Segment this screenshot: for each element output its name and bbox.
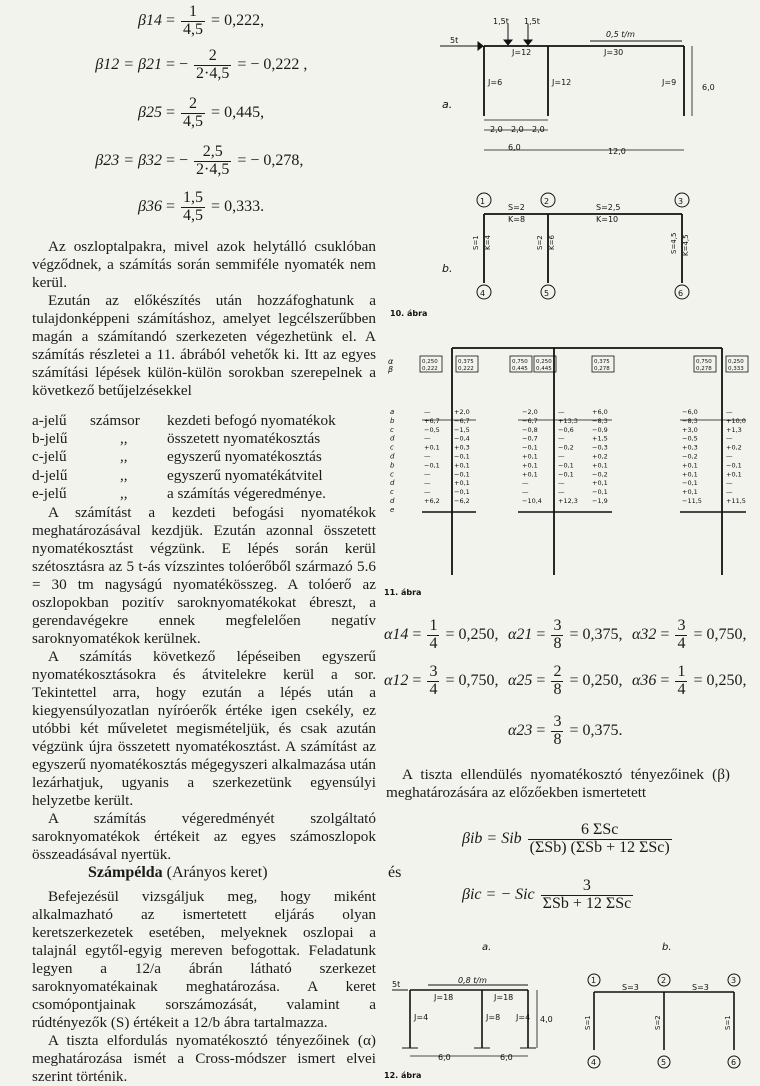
moment-value: +0,1 (592, 461, 608, 470)
moment-value: +0,3 (682, 443, 698, 452)
col-k: K=4 (484, 235, 492, 250)
beam-j: J=18 (494, 993, 514, 1002)
moment-value: — (558, 434, 565, 443)
eq-result: 0,222, (224, 11, 265, 29)
eq-fraction (675, 618, 687, 653)
moment-value: −10,4 (522, 497, 542, 505)
eq-lhs: α21 (508, 625, 533, 643)
col-s: S=2 (536, 235, 544, 250)
definition-row (32, 448, 376, 466)
moment-value: +0,1 (726, 470, 742, 479)
denominator: 8 (553, 680, 562, 698)
numerator: 2 (194, 48, 231, 66)
height-label: 6,0 (702, 83, 715, 92)
moment-value: — (522, 479, 529, 488)
numerator: 1 (181, 4, 205, 22)
eq-result: 0,250, (582, 671, 623, 689)
moment-value: +13,3 (558, 416, 578, 425)
eq-lhs: β25 (138, 103, 162, 121)
node-number: 4 (591, 1058, 597, 1067)
moment-value: — (726, 488, 733, 497)
paragraph: A számítás következő lépéseiben egyszerű nyomatékosztásokra és átvitelekre kerül a sor. Tekintettel arra, hogy ezután a lépés után a kiegyensúlyozatlan nyíróerők értéke igen csekély, ez utóbbi két műveletet megismételjük, és csak azután végzünk újra összetett nyomatékosztást. A számítást az egyszerű nyomatékosztás mégegyszeri alkalmazása után lezárhatjuk, ugyanis a szerkezetünk egyensúlyi helyzetbe került. (32, 648, 376, 809)
section-heading (88, 864, 268, 882)
equation: α25 = $\frac{2}{8}$ = 0,250, (508, 663, 623, 698)
moment-value: −8,3 (682, 416, 698, 425)
denominator: 4 (677, 680, 686, 698)
col-s: S=4,5 (670, 232, 678, 254)
moment-value: −0,2 (592, 470, 608, 479)
def-text: egyszerű nyomatékátvitel (167, 466, 323, 484)
denominator: 4,5 (183, 206, 204, 224)
numerator: 3 (553, 713, 562, 730)
calc-paragraphs (32, 504, 376, 864)
col-j: J=6 (488, 78, 503, 87)
figure-caption: 11. ábra (384, 588, 422, 597)
figure-12 (382, 938, 760, 1084)
moment-value: −0,5 (682, 434, 698, 443)
col-j: J=4 (516, 1013, 531, 1022)
row-letter: c (390, 443, 394, 452)
denominator: 4 (429, 634, 438, 652)
eq-fraction (181, 190, 205, 225)
moment-value: −0,1 (454, 488, 470, 497)
height-label: 4,0 (540, 1015, 553, 1024)
moment-value: — (424, 408, 431, 416)
def-text: egyszerű nyomatékosztás (167, 448, 322, 466)
equation: α12 = $\frac{3}{4}$ = 0,750, (384, 663, 499, 698)
moment-value: — (558, 452, 565, 461)
factor-beta: 0,445 (536, 366, 552, 372)
numerator: 2 (181, 96, 205, 114)
definition-list (32, 412, 376, 503)
denominator: 8 (553, 730, 562, 748)
moment-value: +0,1 (522, 470, 538, 479)
beam-s: S=2 (508, 203, 525, 212)
paragraph: Az oszloptalpakra, mivel azok helytálló csuklóban végződnek, a számítás során semmiféle nyomaték nem kerül. (32, 238, 376, 291)
node-number: 6 (678, 289, 684, 298)
moment-value: −0,4 (454, 434, 470, 443)
span-label: 6,0 (500, 1053, 513, 1062)
def-quote: ,, (120, 484, 128, 502)
moment-value: +1,3 (726, 425, 742, 434)
moment-value: −0,1 (592, 488, 608, 497)
numerator: 1,5 (183, 189, 204, 206)
denominator: 4 (677, 634, 686, 652)
beam-k: K=10 (596, 215, 619, 224)
col-s: S=2 (654, 1015, 662, 1030)
col-j: J=8 (486, 1013, 501, 1022)
moment-value: −0,2 (558, 443, 574, 452)
node-number: 3 (678, 197, 684, 206)
factor-beta: 0,222 (458, 366, 474, 372)
eq-fraction (194, 144, 231, 179)
moment-value: −0,1 (726, 461, 742, 470)
moment-value: +0,1 (454, 479, 470, 488)
moment-value: +6,0 (592, 408, 608, 416)
eq-fraction (675, 664, 687, 699)
node-number: 1 (480, 197, 486, 206)
numerator: 6 ΣSc (528, 822, 672, 840)
node-number: 2 (544, 197, 550, 206)
moment-value: −0,3 (592, 443, 608, 452)
denominator: 4 (429, 680, 438, 698)
moment-value: +0,1 (682, 461, 698, 470)
formula-fraction (541, 878, 634, 913)
eq-result: 0,445, (224, 103, 265, 121)
numerator: 1 (429, 617, 438, 634)
eq-lhs: α36 (632, 671, 657, 689)
eq-result: 0,375, (582, 625, 623, 643)
beam-s: S=3 (622, 983, 639, 992)
moment-value: −11,5 (682, 497, 702, 505)
span-label: 6,0 (508, 143, 521, 152)
dim-small: 2,0 (511, 125, 524, 134)
moment-value: +1,5 (592, 434, 608, 443)
heading-main: Számpélda (88, 864, 163, 881)
moment-value: — (558, 479, 565, 488)
moment-value: +11,5 (726, 497, 746, 505)
moment-value: −0,1 (454, 470, 470, 479)
moment-value: −2,0 (522, 408, 538, 416)
moment-value: — (726, 479, 733, 488)
equation: α32 = $\frac{3}{4}$ = 0,750, (632, 617, 747, 652)
def-quote: ,, (120, 430, 128, 448)
moment-value: −8,3 (592, 416, 608, 425)
def-text: összetett nyomatékosztás (167, 430, 321, 448)
formula-beta-ib (462, 822, 674, 857)
equation: α21 = $\frac{3}{8}$ = 0,375, (508, 617, 623, 652)
col-k: K=6 (548, 235, 556, 250)
moment-value: +0,1 (522, 461, 538, 470)
moment-value: −0,6 (558, 425, 574, 434)
moment-value: +0,1 (522, 452, 538, 461)
paragraph: A tiszta ellendülés nyomatékosztó tényezőinek (β) meghatározására az előzőekben ismertetett (386, 766, 730, 801)
numerator: 2 (553, 663, 562, 680)
row-letter: d (390, 479, 395, 488)
figure-caption: 12. ábra (384, 1071, 422, 1080)
example-paragraphs (32, 888, 376, 1086)
eq-result: 0,250, (458, 625, 499, 643)
beam-j: J=30 (604, 48, 624, 57)
moment-value: −6,7 (454, 416, 470, 425)
numerator: 3 (677, 617, 686, 634)
col-j: J=4 (414, 1013, 429, 1022)
factor-alpha: 0,250 (422, 359, 438, 365)
heading-sub: (Arányos keret) (166, 864, 268, 881)
eq-fraction (551, 714, 563, 749)
numerator: 1 (677, 663, 686, 680)
node-number: 4 (480, 289, 486, 298)
formula-lhs: βic = − Sic (462, 885, 535, 903)
moment-value: +0,3 (454, 443, 470, 452)
figure-11 (382, 340, 760, 602)
equation: β23 = β32 = − $\frac{2,5}{2\cdot 4,5}$ = − 0,278, (62, 144, 303, 179)
moment-value: −0,1 (558, 461, 574, 470)
factor-beta: 0,278 (696, 366, 712, 372)
node-number: 6 (731, 1058, 737, 1067)
eq-lhs: α14 (384, 625, 409, 643)
denominator: 2·4,5 (196, 64, 230, 82)
formula-beta-ic (462, 878, 635, 913)
eq-fraction (181, 4, 205, 39)
equation: α36 = $\frac{1}{4}$ = 0,250, (632, 663, 747, 698)
span-label: 6,0 (438, 1053, 451, 1062)
equation: α14 = $\frac{1}{4}$ = 0,250, (384, 617, 499, 652)
fig-label-b: b. (662, 942, 672, 953)
intro-paragraphs (32, 238, 376, 400)
eq-result: 0,375. (582, 721, 623, 739)
fig-label-b: b. (442, 262, 453, 275)
figure-10 (382, 0, 760, 330)
def-key: d-jelű (32, 466, 68, 484)
eq-lhs: α25 (508, 671, 533, 689)
row-letter: β (388, 365, 394, 374)
formula-fraction (528, 822, 672, 857)
denominator: 2·4,5 (196, 160, 230, 178)
numerator: 2,5 (194, 144, 231, 162)
moment-value: −6,2 (454, 497, 470, 505)
moment-value: — (424, 452, 431, 461)
denominator: 4,5 (183, 20, 204, 38)
moment-value: +0,2 (726, 443, 742, 452)
dim-small: 2,0 (490, 125, 503, 134)
definition-row (32, 430, 376, 448)
def-key: b-jelű (32, 430, 68, 448)
equation: β14 = $\frac{1}{4,5}$ = 0,222, (62, 4, 264, 39)
paragraph: Ezután az előkészítés után hozzáfoghatunk a tulajdonképpeni számításhoz, amelyet legcélszerűbben magán a számítandó szerkezeten végezhetünk el. A számítás részletei a 11. ábrából vehetők ki. Itt az egyes számítási lépések külön-külön sorokban szerepelnek a következő betűjelzésekkel (32, 292, 376, 399)
eq-result: 0,333. (224, 197, 265, 215)
eq-fraction (427, 664, 439, 699)
span-label: 12,0 (608, 147, 626, 156)
paragraph: Befejezésül vizsgáljuk meg, hogy miként alkalmazható az ismertetett eljárás olyan keretszerkezetek esetében, melyeknek oszlopai a talajnál egytől-egyig mereven befogottak. Feladatunk legyen a 12/a ábrán látható szerkezet saroknyomatékainak meghatározása. A keret csomópontjainak sorszámozását, valamint a rúdtényezők (S) értékeit a 12/b ábra tartalmazza. (32, 888, 376, 1031)
moment-value: −0,1 (558, 470, 574, 479)
factor-beta: 0,445 (512, 366, 528, 372)
eq-lhs: α32 (632, 625, 657, 643)
moment-value: +6,7 (424, 416, 440, 425)
moment-value: — (424, 479, 431, 488)
col-j: J=12 (552, 78, 572, 87)
moment-value: +0,2 (592, 452, 608, 461)
row-letter: d (390, 497, 395, 505)
moment-value: +6,2 (424, 497, 440, 505)
denominator: (ΣSb) (ΣSb + 12 ΣSc) (529, 838, 670, 856)
moment-value: −0,5 (424, 425, 440, 434)
factor-beta: 0,333 (728, 366, 744, 372)
moment-value: −0,1 (424, 461, 440, 470)
def-key: a-jelű (32, 412, 67, 429)
moment-value: −6,7 (522, 416, 538, 425)
factor-beta: 0,278 (594, 366, 610, 372)
factor-alpha: 0,250 (536, 359, 552, 365)
numerator: 3 (553, 617, 562, 634)
node-number: 1 (591, 976, 597, 985)
def-quote: számsor (90, 412, 140, 429)
moment-value: −0,1 (682, 479, 698, 488)
numerator: 3 (429, 663, 438, 680)
eq-lhs: α12 (384, 671, 409, 689)
beam-s: S=3 (692, 983, 709, 992)
moment-value: +0,1 (424, 443, 440, 452)
eq-result: 0,750, (706, 625, 747, 643)
beam-s: S=2,5 (596, 203, 621, 212)
equation: β12 = β21 = − $\frac{2}{2\cdot 4,5}$ = − 0,222 , (62, 48, 307, 83)
moment-value: −0,1 (454, 452, 470, 461)
moment-value: +12,3 (558, 497, 578, 505)
moment-value: −0,9 (592, 425, 608, 434)
fig-label-a: a. (482, 942, 492, 953)
moment-value: — (522, 488, 529, 497)
factor-alpha: 0,750 (696, 359, 712, 365)
hload-label: 5t (450, 36, 459, 45)
row-letter: a (390, 408, 395, 416)
col-s: S=1 (724, 1015, 732, 1030)
definition-row (32, 485, 376, 503)
formula-lhs: βib = Sib (462, 829, 522, 847)
node-number: 5 (544, 289, 550, 298)
definition-row (32, 412, 376, 430)
row-letter: b (390, 461, 395, 470)
eq-fraction (181, 96, 205, 131)
moment-value: — (558, 488, 565, 497)
eq-lhs: β36 (138, 197, 162, 215)
eq-result: − 0,278, (250, 151, 304, 169)
moment-value: — (726, 452, 733, 461)
row-letter: d (390, 434, 395, 443)
eq-lhs: β23 = β32 (95, 151, 162, 169)
load-label: 1,5t (524, 17, 540, 26)
moment-value: −0,8 (522, 425, 538, 434)
row-letter: b (390, 416, 395, 425)
factor-alpha: 0,750 (512, 359, 528, 365)
moment-value: −1,9 (592, 497, 608, 505)
moment-value: −0,2 (682, 452, 698, 461)
figure-caption: 10. ábra (390, 309, 428, 318)
moment-value: — (726, 408, 733, 416)
beam-j: J=12 (512, 48, 532, 57)
equation: β25 = $\frac{2}{4,5}$ = 0,445, (62, 96, 264, 131)
eq-fraction (194, 48, 231, 83)
def-key: c-jelű (32, 448, 67, 466)
col-s: S=1 (472, 235, 480, 250)
moment-value: — (558, 408, 565, 416)
def-quote: ,, (120, 466, 128, 484)
moment-value: −0,7 (522, 434, 538, 443)
moment-value: — (424, 488, 431, 497)
equation: α23 = $\frac{3}{8}$ = 0,375. (508, 713, 623, 748)
eq-result: 0,250, (706, 671, 747, 689)
node-number: 2 (661, 976, 667, 985)
moment-value: +0,1 (682, 488, 698, 497)
def-text: kezdeti befogó nyomatékok (167, 412, 336, 429)
eq-lhs: β12 = β21 (95, 55, 162, 73)
definition-row (32, 467, 376, 485)
factor-beta: 0,222 (422, 366, 438, 372)
denominator: ΣSb + 12 ΣSc (542, 894, 632, 912)
moment-value: — (424, 470, 431, 479)
row-letter: c (390, 425, 394, 434)
beta-intro (386, 766, 730, 802)
moment-value: +0,1 (454, 461, 470, 470)
dim-small: 2,0 (532, 125, 545, 134)
node-number: 3 (731, 976, 737, 985)
paragraph: A számítást a kezdeti befogási nyomatékok meghatározásával kezdjük. Ezután azonnal összetett nyomatékosztást végzünk. E lépés során kerül szétosztásra az 5 t-ás vízszintes tolóerőből származó 5.6 = 30 tm nagyságú nyomatékösszeg. A tolóerő az oszlopokban pozitív saroknyomatékokat ébreszt, a gerendavégekre ennek megfelelően negatív saroknyomatékok kerülnek. (32, 504, 376, 647)
denominator: 8 (553, 634, 562, 652)
fig-label-a: a. (442, 98, 453, 111)
moment-value: +0,1 (592, 479, 608, 488)
def-quote: ,, (120, 448, 128, 466)
eq-fraction (551, 664, 563, 699)
eq-lhs: β14 (138, 11, 162, 29)
equation: β36 = $\frac{1,5}{4,5}$ = 0,333. (62, 190, 264, 225)
distload-label: 0,8 t/m (458, 976, 487, 985)
eq-lhs: α23 (508, 721, 533, 739)
def-text: a számítás végeredménye. (167, 484, 326, 502)
denominator: 4,5 (183, 112, 204, 130)
col-j: J=9 (662, 78, 677, 87)
es-word: és (388, 864, 402, 881)
node-number: 5 (661, 1058, 667, 1067)
moment-value: +3,0 (682, 425, 698, 434)
col-s: S=1 (584, 1015, 592, 1030)
numerator: 3 (541, 878, 634, 896)
moment-value: — (726, 434, 733, 443)
factor-alpha: 0,250 (728, 359, 744, 365)
eq-result: 0,750, (458, 671, 499, 689)
factor-alpha: 0,375 (594, 359, 610, 365)
row-letter: c (390, 470, 394, 479)
eq-result: − 0,222 , (250, 55, 308, 73)
moment-value: — (424, 434, 431, 443)
row-letter: d (390, 452, 395, 461)
row-letter: α (388, 357, 394, 366)
paragraph: A tiszta elfordulás nyomatékosztó tényezőinek (α) meghatározása ismét a Cross-módszer ismert elvei szerint történik. (32, 1032, 376, 1085)
moment-value: −6,0 (682, 408, 698, 416)
load-label: 1,5t (493, 17, 509, 26)
moment-value: +2,0 (454, 408, 470, 416)
eq-fraction (427, 618, 439, 653)
moment-value: +0,1 (682, 470, 698, 479)
moment-value: −1,5 (454, 425, 470, 434)
moment-value: +10,0 (726, 416, 746, 425)
def-key: e-jelű (32, 484, 67, 502)
row-letter: c (390, 488, 394, 497)
hload-label: 5t (392, 980, 401, 989)
moment-value: −0,1 (522, 443, 538, 452)
col-k: K=4,5 (682, 234, 690, 256)
eq-fraction (551, 618, 563, 653)
row-letter: e (390, 505, 395, 514)
beam-j: J=18 (434, 993, 454, 1002)
distload-label: 0,5 t/m (606, 30, 635, 39)
beam-k: K=8 (508, 215, 526, 224)
factor-alpha: 0,375 (458, 359, 474, 365)
paragraph: A számítás végeredményét szolgáltató saroknyomatékok értékeit az egyes számoszlopok összeadásával nyertük. (32, 810, 376, 863)
